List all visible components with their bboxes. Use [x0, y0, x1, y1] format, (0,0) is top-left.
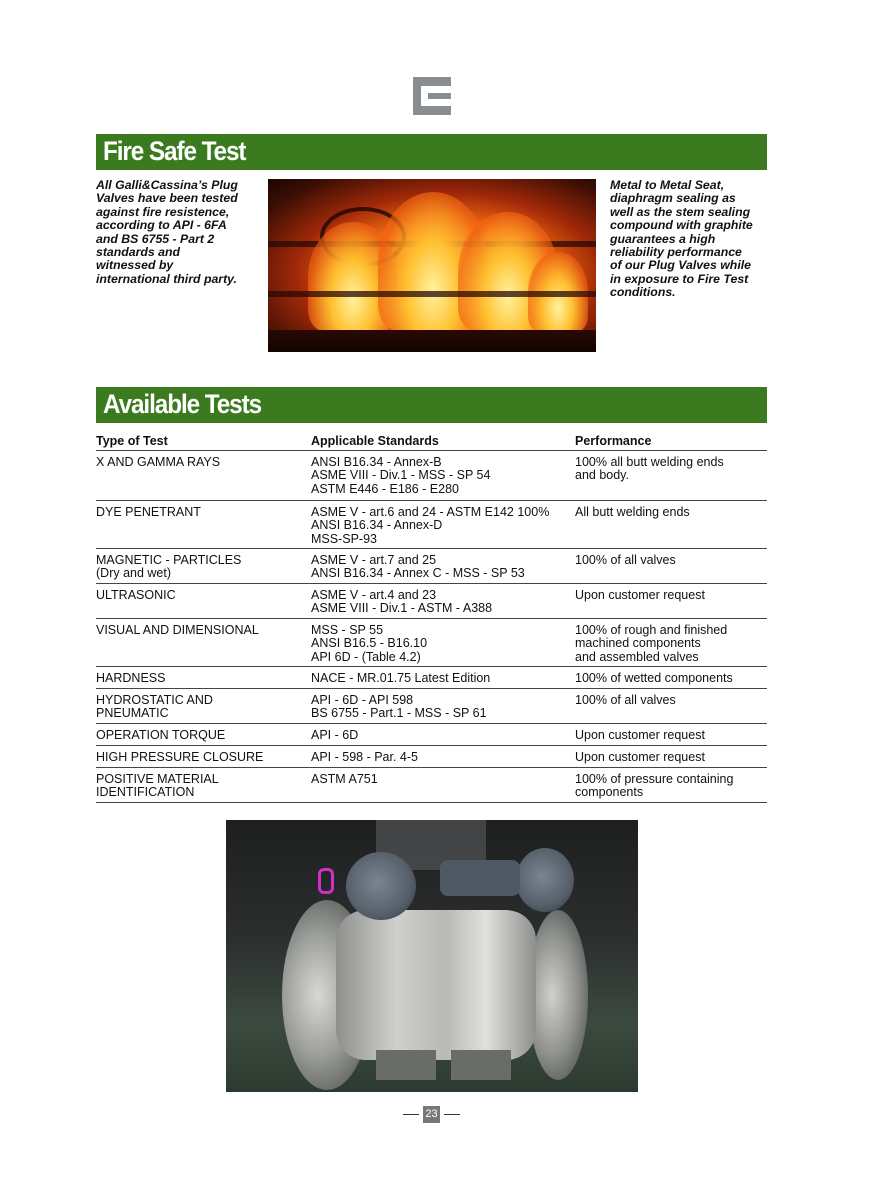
test-standards: API - 598 - Par. 4-5 — [311, 750, 418, 764]
test-performance: Upon customer request — [575, 750, 705, 764]
test-performance: Upon customer request — [575, 728, 705, 742]
table-row — [96, 619, 767, 667]
test-type: HIGH PRESSURE CLOSURE — [96, 750, 264, 764]
table-row — [96, 451, 767, 501]
fire-test-photo — [268, 179, 596, 352]
test-type: OPERATION TORQUE — [96, 728, 226, 742]
test-standards: ASTM A751 — [311, 772, 378, 786]
company-logo — [413, 77, 451, 115]
table-row — [96, 549, 767, 584]
test-standards: MSS - SP 55 ANSI B16.5 - B16.10 API 6D - (Table 4.2) — [311, 623, 428, 664]
available-tests-title-band — [96, 387, 767, 423]
page-number — [0, 1106, 871, 1124]
table-row — [96, 768, 767, 803]
header-applicable-standards: Applicable Standards — [311, 434, 439, 448]
table-row — [96, 584, 767, 619]
test-type: POSITIVE MATERIAL IDENTIFICATION — [96, 772, 219, 800]
table-row — [96, 689, 767, 724]
table-row — [96, 746, 767, 768]
available-tests-table — [96, 433, 767, 803]
table-row — [96, 667, 767, 689]
test-performance: 100% of pressure containing components — [575, 772, 734, 800]
fire-safe-title: Fire Safe Test — [103, 136, 246, 166]
fire-safe-left-text: All Galli&Cassina’s Plug Valves have been tested against fire resistence, according to API - 6FA and BS 6755 - Part 2 standards and witnessed by international third party. — [96, 178, 238, 286]
test-standards: API - 6D — [311, 728, 359, 742]
test-type: X AND GAMMA RAYS — [96, 455, 221, 469]
test-performance: 100% of wetted components — [575, 671, 733, 685]
test-performance: 100% of all valves — [575, 553, 676, 567]
test-standards: ASME V - art.6 and 24 - ASTM E142 100% ANSI B16.34 - Annex-D MSS-SP-93 — [311, 505, 550, 546]
fire-safe-right-text: Metal to Metal Seat, diaphragm sealing as well as the stem sealing compound with graphite guarantees a high reliability performance of our Plug Valves while in exposure to Fire Test conditions. — [610, 178, 753, 300]
test-type: DYE PENETRANT — [96, 505, 201, 519]
table-row — [96, 724, 767, 746]
fire-safe-title-band — [96, 134, 767, 170]
test-standards: ASME V - art.4 and 23 ASME VIII - Div.1 - ASTM - A388 — [311, 588, 493, 616]
table-header — [96, 433, 767, 451]
test-type: HYDROSTATIC AND PNEUMATIC — [96, 693, 213, 721]
test-performance: Upon customer request — [575, 588, 705, 602]
test-performance: All butt welding ends — [575, 505, 690, 519]
test-standards: ANSI B16.34 - Annex-B ASME VIII - Div.1 - MSS - SP 54 ASTM E446 - E186 - E280 — [311, 455, 491, 496]
test-type: MAGNETIC - PARTICLES (Dry and wet) — [96, 553, 242, 581]
test-performance: 100% of rough and finished machined components and assembled valves — [575, 623, 728, 664]
test-performance: 100% of all valves — [575, 693, 676, 707]
test-performance: 100% all butt welding ends and body. — [575, 455, 724, 483]
test-type: VISUAL AND DIMENSIONAL — [96, 623, 259, 637]
test-type: ULTRASONIC — [96, 588, 176, 602]
available-tests-title: Available Tests — [103, 389, 262, 419]
plug-valve-photo — [226, 820, 638, 1092]
page-number-value: 23 — [423, 1106, 440, 1123]
header-performance: Performance — [575, 434, 652, 448]
test-standards: NACE - MR.01.75 Latest Edition — [311, 671, 491, 685]
test-standards: ASME V - art.7 and 25 ANSI B16.34 - Annex C - MSS - SP 53 — [311, 553, 525, 581]
test-standards: API - 6D - API 598 BS 6755 - Part.1 - MSS - SP 61 — [311, 693, 487, 721]
test-type: HARDNESS — [96, 671, 166, 685]
table-row — [96, 501, 767, 549]
header-type-of-test: Type of Test — [96, 434, 168, 448]
